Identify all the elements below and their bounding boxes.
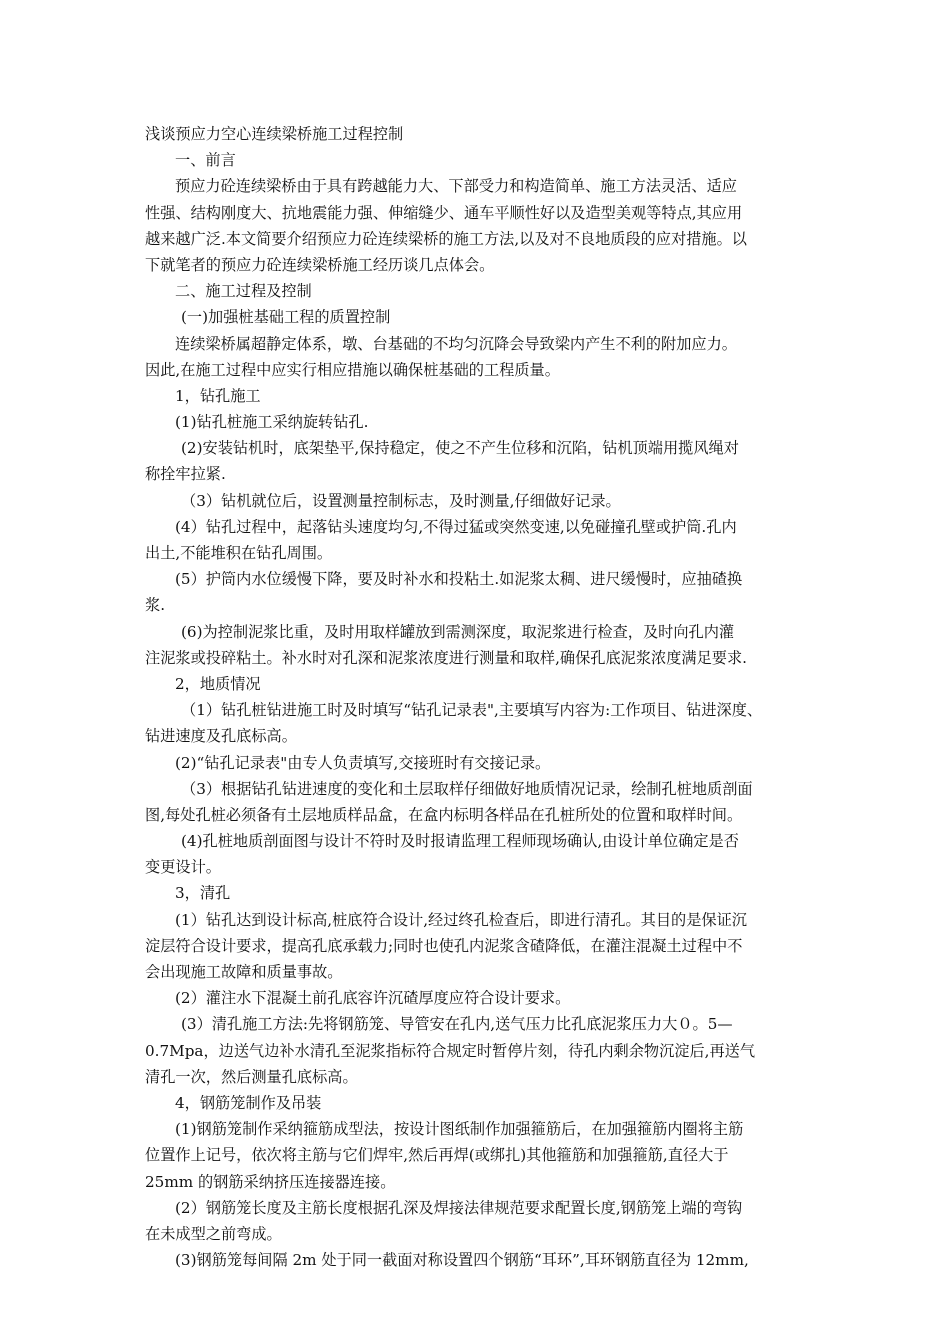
document-title: 浅谈预应力空心连续梁桥施工过程控制 [145,125,404,143]
text-line: 25mm 的钢筋采纳挤压连接器连接。 [145,1172,396,1191]
text-line: 1，钻孔施工 [175,386,261,405]
text-line: 淀层符合设计要求，提高孔底承载力;同时也使孔内泥浆含碴降低，在灌注混凝土过程中不 [145,936,743,955]
text-line: (1)钻孔桩施工采纳旋转钻孔. [175,413,369,432]
text-line: 4，钢筋笼制作及吊装 [175,1093,322,1112]
text-line: 位置作上记号，依次将主筋与它们焊牢,然后再焊(或绑扎)其他箍筋和加强箍筋,直径大于 [145,1146,729,1165]
text-line: （3）钻机就位后，设置测量控制标志，及时测量,仔细做好记录。 [181,491,621,510]
text-line: 预应力砼连续梁桥由于具有跨越能力大、下部受力和构造简单、施工方法灵活、适应 [175,177,737,196]
text-line: 称拴牢拉紧. [145,465,226,484]
text-line: 下就笔者的预应力砼连续梁桥施工经历谈几点体会。 [145,255,495,274]
text-line: 一、前言 [175,151,236,170]
text-line: (2)“钻孔记录表"由专人负责填写,交接班时有交接记录。 [175,753,551,772]
text-line: 二、施工过程及控制 [175,282,312,301]
text-line: (4）钻孔过程中，起落钻头速度均匀,不得过猛或突然变速,以免碰撞孔壁或护筒.孔内 [175,517,737,536]
text-line: (5）护筒内水位缓慢下降，要及时补水和投粘土.如泥浆太稠、进尺缓慢时，应抽碴换 [175,570,743,589]
text-line: 越来越广泛.本文简要介绍预应力砼连续梁桥的施工方法,以及对不良地质段的应对措施。以 [145,229,747,248]
document-body [145,121,811,1273]
text-line: (6)为控制泥浆比重，及时用取样罐放到需测深度，取泥浆进行检查，及时向孔内灌 [181,622,735,641]
text-line: 2，地质情况 [175,674,261,693]
text-line: 钻进速度及孔底标高。 [145,727,297,746]
text-line: 性强、结构刚度大、抗地震能力强、伸缩缝少、通车平顺性好以及造型美观等特点,其应用 [145,203,743,222]
text-line: (1)钢筋笼制作采纳箍筋成型法，按设计图纸制作加强箍筋后，在加强箍筋内圈将主筋 [175,1120,744,1139]
text-line: (3)钢筋笼每间隔 2m 处于同一截面对称设置四个钢筋“耳环”,耳环钢筋直径为 12mm, [175,1251,749,1270]
text-line: 3，清孔 [175,884,231,903]
text-line: 清孔一次，然后测量孔底标高。 [145,1067,358,1086]
text-line: 因此,在施工过程中应实行相应措施以确保桩基础的工程质量。 [145,360,560,379]
text-line: 出土,不能堆积在钻孔周围。 [145,544,333,562]
text-line: (4)孔桩地质剖面图与设计不符时及时报请监理工程师现场确认,由设计单位确定是否 [181,832,739,851]
text-line: 0.7Mpa，边送气边补水清孔至泥浆指标符合规定时暂停片刻，待孔内剩余物沉淀后,再送气 [145,1041,756,1060]
text-line: （1）钻孔桩钻进施工时及时填写“钻孔记录表",主要填写内容为:工作项目、钻进深度、 [181,701,763,720]
text-line: (2）灌注水下混凝土前孔底容许沉碴厚度应符合设计要求。 [175,989,571,1008]
text-line: 浆. [145,596,166,615]
text-line: (3）清孔施工方法:先将钢筋笼、导管安在孔内,送气压力比孔底泥浆压力大０。5— [181,1015,733,1034]
text-line: (2）钢筋笼长度及主筋长度根据孔深及焊接法律规范要求配置长度,钢筋笼上端的弯钩 [175,1198,743,1217]
text-line: 图,每处孔桩必须备有土层地质样品盒，在盒内标明各样品在孔桩所处的位置和取样时间。 [145,805,743,824]
text-line: 连续梁桥属超静定体系，墩、台基础的不均匀沉降会导致梁内产生不利的附加应力。 [175,334,737,353]
text-line: (1）钻孔达到设计标高,桩底符合设计,经过终孔检查后，即进行清孔。其目的是保证沉 [175,910,747,929]
text-line: （3）根据钻孔钻进速度的变化和土层取样仔细做好地质情况记录，绘制孔桩地质剖面 [181,779,753,798]
text-line: (2)安装钻机时，底架垫平,保持稳定，使之不产生位移和沉陷，钻机顶端用揽风绳对 [181,439,739,458]
text-line: 会出现施工故障和质量事故。 [145,963,343,981]
text-line: 在未成型之前弯成。 [145,1224,282,1243]
text-line: 注泥浆或投碎粘土。补水时对孔深和泥浆浓度进行测量和取样,确保孔底泥浆浓度满足要求. [145,648,747,667]
text-line: 变更设计。 [145,858,221,877]
text-line: (一)加强桩基础工程的质置控制 [181,308,391,327]
